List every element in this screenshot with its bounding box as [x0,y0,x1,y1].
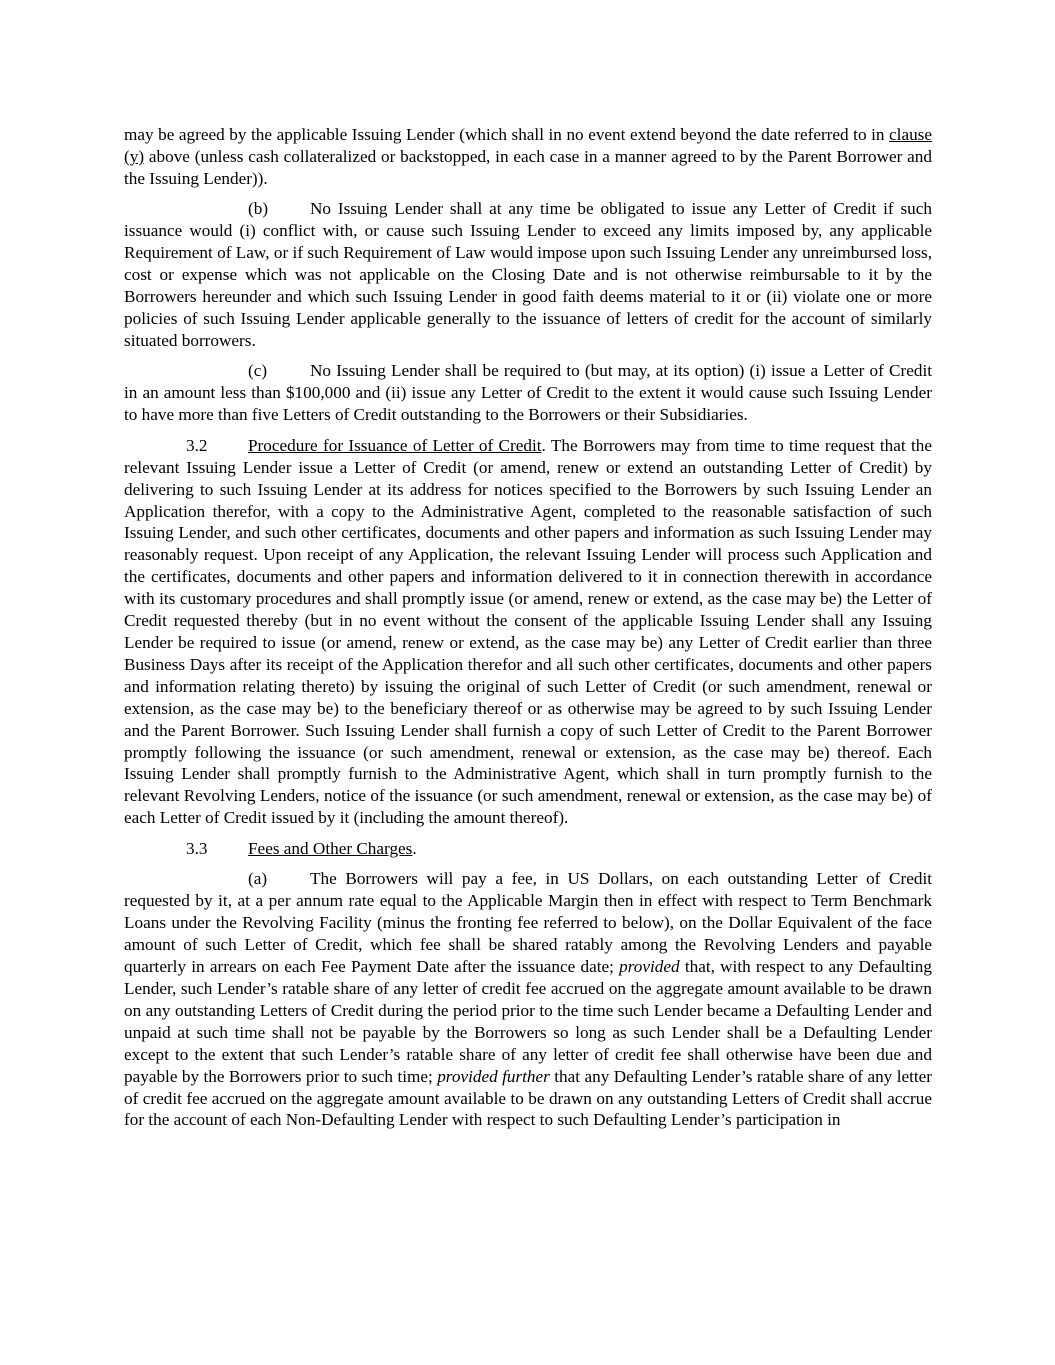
section-3-2 [124,435,932,829]
paragraph-label: (a) [248,869,268,889]
paragraph-label: (b) [248,199,269,219]
section-heading: Fees and Other Charges [248,838,413,858]
section-3-3 [124,838,932,860]
paragraph-text: . The Borrowers may from time to time request that the relevant Issuing Lender issue a Letter of Credit (or amend, renew or extend an outstanding Letter of Credit) by delivering to such Issuing Lender at its address for notices specified to the Borrowers by such Issuing Lender an Application therefor, with a copy to the Administrative Agent, completed to the reasonable satisfaction of such Issuing Lender, and such other certificates, documents and other papers and information as such Issuing Lender may reasonably request. Upon receipt of any Application, the relevant Issuing Lender will process such Application and the certificates, documents and other papers and information delivered to it in connection therewith in accordance with its customary procedures and shall promptly issue (or amend, renew or extend, as the case may be) the Letter of Credit requested thereby (but in no event without the consent of the applicable Issuing Lender shall any Issuing Lender be required to issue (or amend, renew or extend, as the case may be) any Letter of Credit earlier than three Business Days after its receipt of the Application therefor and all such other certificates, documents and other papers and information relating thereto) by issuing the original of such Letter of Credit (or such amendment, renewal or extension, as the case may be) to the beneficiary thereof or as otherwise may be agreed to by such Issuing Lender and the Parent Borrower. Such Issuing Lender shall furnish a copy of such Letter of Credit to the Parent Borrower promptly following the issuance (or such amendment, renewal or extension, as the case may be) thereof. Each Issuing Lender shall promptly furnish to the Administrative Agent, which shall in turn promptly furnish to the relevant Revolving Lenders, notice of the issuance (or such amendment, renewal or extension, as the case may be) of each Letter of Credit issued by it (including the amount thereof). [124,435,932,828]
paragraph-text: above (unless cash collateralized or backstopped, in each case in a manner agreed to by the Parent Borrower and the Issuing Lender)). [124,146,932,188]
paragraph-text: No Issuing Lender shall at any time be obligated to issue any Letter of Credit if such issuance would (i) conflict with, or cause such Issuing Lender to exceed any limits imposed by, any applicable Requirement of Law, or if such Requirement of Law would impose upon such Issuing Lender any unreimbursed loss, cost or expense which was not applicable on the Closing Date and is not otherwise reimbursable to it by the Borrowers hereunder and which such Issuing Lender in good faith deems material to it or (ii) violate one or more policies of such Issuing Lender applicable generally to the issuance of letters of credit for the account of similarly situated borrowers. [124,199,932,350]
paragraph-a [124,868,932,1131]
paragraph-text: No Issuing Lender shall be required to (but may, at its option) (i) issue a Letter of Credit in an amount less than $100,000 and (ii) issue any Letter of Credit to the extent it would cause such Issuing Lender to have more than five Letters of Credit outstanding to the Borrowers or their Subsidiaries. [124,361,932,425]
section-heading: Procedure for Issuance of Letter of Credit [248,435,542,455]
document-page [124,124,932,1140]
emphasis-provided-further: provided further [437,1066,550,1086]
paragraph-c [124,360,932,426]
section-number: 3.2 [186,435,208,455]
section-number: 3.3 [186,838,208,858]
paragraph-b [124,198,932,351]
paragraph-text: may be agreed by the applicable Issuing Lender (which shall in no event extend beyond the date referred to in [124,125,890,144]
clause-reference: clause (y) [124,125,932,166]
emphasis-provided: provided [619,957,680,977]
paragraph-continuation [124,124,932,190]
paragraph-text: The Borrowers will pay a fee, in US Dollars, on each outstanding Letter of Credit requested by it, at a per annum rate equal to the Applicable Margin then in effect with respect to Term Benchmark Loans under the Revolving Facility (minus the fronting fee referred to below), on the Dollar Equivalent of the face amount of such Letter of Credit, which fee shall be shared ratably among the Revolving Lenders and payable quarterly in arrears on each Fee Payment Date after the issuance date; [124,869,932,977]
paragraph-text: that, with respect to any Defaulting Lender, such Lender’s ratable share of any letter of credit fee accrued on the aggregate amount available to be drawn on any outstanding Letters of Credit during the period prior to the time such Lender became a Defaulting Lender and unpaid at such time shall not be payable by the Borrowers so long as such Lender shall be a Defaulting Lender except to the extent that such Lender’s ratable share of any letter of credit fee shall otherwise have been due and payable by the Borrowers prior to such time; [124,957,932,1086]
paragraph-text: that any Defaulting Lender’s ratable share of any letter of credit fee accrued on the aggregate amount available to be drawn on any outstanding Letters of Credit shall accrue for the account of each Non-Defaulting Lender with respect to such Defaulting Lender’s participation in [124,1066,932,1130]
paragraph-label: (c) [248,361,268,381]
heading-punctuation: . [412,838,417,858]
